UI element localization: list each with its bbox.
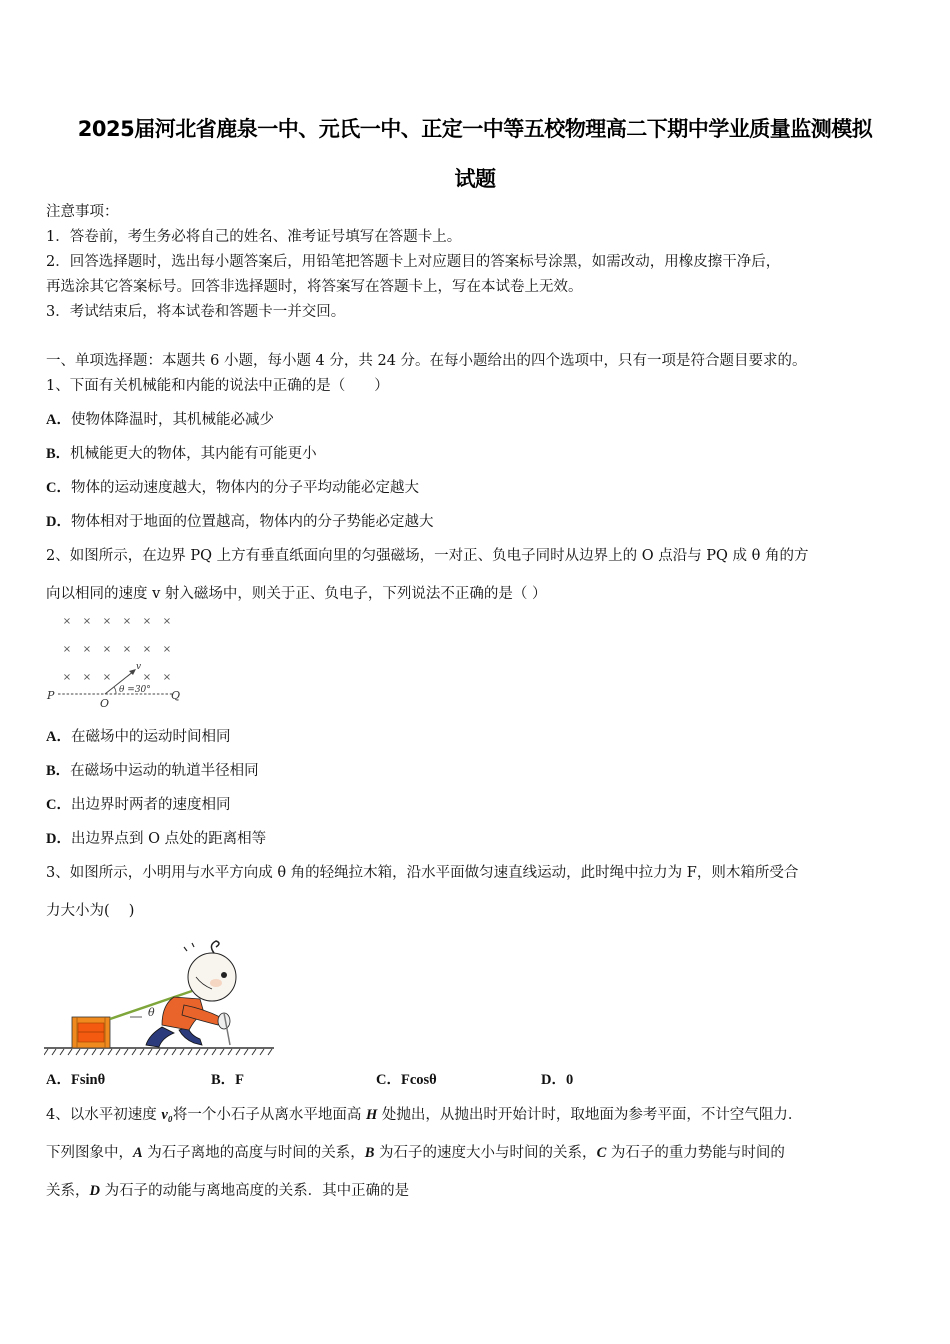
question-3-option-a [46, 1068, 105, 1089]
stem-text: 为石子离地的高度与时间的关系， [142, 1145, 365, 1161]
question-4-stem-line-1 [46, 1106, 802, 1124]
option-text: Fcosθ [400, 1072, 437, 1088]
question-2-option-b [46, 762, 259, 780]
svg-text:×: × [162, 644, 172, 655]
page-title-line-1: 2025届河北省鹿泉一中、元氏一中、正定一中等五校物理高二下期中学业质量监测模拟 [77, 117, 873, 141]
question-3-option-b [211, 1068, 244, 1089]
graph-d-label: D [89, 1183, 100, 1199]
option-label: C． [46, 480, 71, 496]
svg-text:P: P [47, 689, 55, 702]
svg-text:×: × [82, 672, 92, 683]
option-text: 出边界点到 O 点处的距离相等 [70, 831, 267, 847]
v0-symbol: v₀ [161, 1107, 173, 1123]
svg-text:×: × [142, 672, 152, 683]
stem-text: 为石子的速度大小与时间的关系， [374, 1145, 597, 1161]
person-pulling-box-icon [44, 935, 279, 1060]
question-1-option-d [46, 513, 433, 531]
option-text: 0 [565, 1072, 574, 1088]
option-text: 物体的运动速度越大，物体内的分子平均动能必定越大 [70, 480, 419, 496]
option-text: 出边界时两者的速度相同 [70, 797, 231, 813]
stem-text: 处抛出，从抛出时开始计时，取地面为参考平面，不计空气阻力． [377, 1107, 803, 1123]
stem-text: 为石子的重力势能与时间的 [606, 1145, 785, 1161]
notice-item-1: 1．答卷前，考生务必将自己的姓名、准考证号填写在答题卡上。 [46, 229, 462, 245]
stem-text: 关系， [46, 1183, 90, 1199]
notice-item-2: 2．回答选择题时，选出每小题答案后，用铅笔把答题卡上对应题目的答案标号涂黑，如需改动，用橡皮擦干净后， [46, 254, 781, 270]
option-text: Fsinθ [70, 1072, 106, 1088]
question-1-option-a [46, 411, 274, 429]
question-4-stem-line-2 [46, 1144, 785, 1162]
question-3-option-d [541, 1068, 573, 1089]
option-label: D． [541, 1072, 566, 1088]
svg-text:×: × [162, 616, 172, 627]
svg-text:×: × [122, 644, 132, 655]
option-label: A． [46, 729, 71, 745]
graph-b-label: B [364, 1145, 375, 1161]
option-text: 物体相对于地面的位置越高，物体内的分子势能必定越大 [70, 514, 434, 530]
svg-text:×: × [62, 672, 72, 683]
option-text: F [235, 1072, 245, 1088]
graph-c-label: C [596, 1145, 607, 1161]
question-1-option-b [46, 445, 317, 463]
option-text: 机械能更大的物体，其内能有可能更小 [70, 446, 317, 462]
svg-text:θ: θ [148, 1006, 155, 1019]
svg-text:θ =30°: θ =30° [119, 685, 151, 695]
option-text: 在磁场中运动的轨道半径相同 [70, 763, 259, 779]
h-symbol: H [365, 1107, 378, 1123]
svg-text:×: × [122, 616, 132, 627]
magnetic-field-diagram [44, 608, 194, 708]
option-label: B． [46, 763, 71, 779]
question-3-stem-line-1: 3、如图所示，小明用与水平方向成 θ 角的轻绳拉木箱，沿水平面做匀速直线运动，此时绳中拉力为 F，则木箱所受合 [46, 865, 799, 881]
question-2-option-a [46, 728, 230, 746]
svg-text:×: × [82, 644, 92, 655]
question-2-stem-line-1: 2、如图所示，在边界 PQ 上方有垂直纸面向里的匀强磁场，一对正、负电子同时从边界上的 O 点沿与 PQ 成 θ 角的方 [46, 548, 809, 564]
svg-text:×: × [102, 672, 112, 683]
svg-text:×: × [62, 616, 72, 627]
page-title-line-2: 试题 [454, 167, 496, 191]
notice-heading: 注意事项： [46, 204, 119, 220]
option-label: A． [46, 1072, 71, 1088]
svg-text:O: O [100, 697, 110, 708]
option-label: B． [46, 446, 71, 462]
question-1-stem: 1、下面有关机械能和内能的说法中正确的是（ ） [46, 378, 389, 394]
svg-text:v: v [136, 662, 142, 672]
stem-text: 下列图象中， [46, 1145, 133, 1161]
magnetic-field-figure-icon [44, 608, 194, 708]
svg-text:×: × [82, 616, 92, 627]
question-4-stem-line-3 [46, 1182, 409, 1200]
option-label: C． [376, 1072, 401, 1088]
option-label: A． [46, 412, 71, 428]
stem-text: 将一个小石子从离水平地面高 [172, 1107, 366, 1123]
graph-a-label: A [133, 1145, 143, 1161]
svg-text:×: × [62, 644, 72, 655]
option-text: 使物体降温时，其机械能必减少 [70, 412, 274, 428]
stem-text: 为石子的动能与离地高度的关系．其中正确的是 [99, 1183, 410, 1199]
question-2-stem-line-2: 向以相同的速度 v 射入磁场中，则关于正、负电子，下列说法不正确的是（ ） [46, 586, 547, 602]
svg-text:Q: Q [171, 689, 181, 702]
option-text: 在磁场中的运动时间相同 [70, 729, 231, 745]
pulling-box-illustration [44, 935, 279, 1060]
option-label: B． [211, 1072, 236, 1088]
section-heading: 一、单项选择题：本题共 6 小题，每小题 4 分，共 24 分。在每小题给出的四个选项中，只有一项是符合题目要求的。 [46, 353, 807, 369]
svg-text:×: × [102, 644, 112, 655]
question-2-option-c [46, 796, 230, 814]
question-1-option-c [46, 479, 419, 497]
option-label: D． [46, 831, 71, 847]
option-label: D． [46, 514, 71, 530]
stem-text: 4、以水平初速度 [46, 1107, 162, 1123]
question-3-option-c [376, 1068, 437, 1089]
question-2-option-d [46, 830, 266, 848]
question-3-stem-line-2: 力大小为( ) [46, 903, 135, 919]
svg-text:×: × [162, 672, 172, 683]
svg-text:×: × [142, 616, 152, 627]
svg-text:×: × [102, 616, 112, 627]
notice-item-2-cont: 再选涂其它答案标号。回答非选择题时，将答案写在答题卡上，写在本试卷上无效。 [46, 279, 583, 295]
option-label: C． [46, 797, 71, 813]
svg-text:×: × [142, 644, 152, 655]
notice-item-3: 3．考试结束后，将本试卷和答题卡一并交回。 [46, 304, 346, 320]
